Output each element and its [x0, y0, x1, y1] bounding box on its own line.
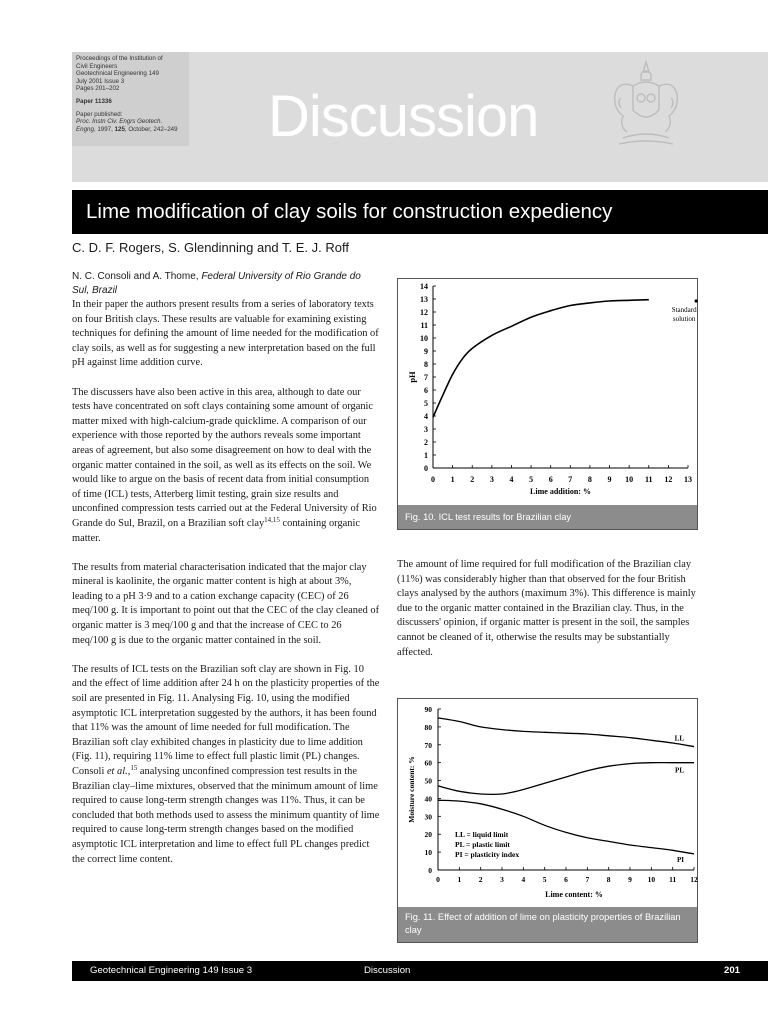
published-label: Paper published: — [76, 110, 123, 118]
discussers — [72, 270, 380, 298]
x-tick-label: 6 — [548, 475, 553, 484]
y-axis-label: Moisture content: % — [407, 756, 416, 823]
x-tick-label: 9 — [628, 875, 632, 884]
y-tick-label: 40 — [424, 794, 432, 804]
x-tick-label: 8 — [606, 875, 611, 884]
y-axis-label: pH — [407, 371, 417, 383]
x-tick-label: 8 — [587, 475, 592, 484]
y-tick-label: 70 — [424, 740, 432, 750]
x-tick-label: 2 — [470, 475, 475, 484]
x-tick-label: 7 — [568, 475, 573, 484]
x-tick-label: 12 — [690, 875, 698, 884]
x-tick-label: 10 — [625, 475, 634, 484]
y-tick-label: 5 — [424, 399, 428, 408]
right-column-paragraph: The amount of lime required for full modification of the Brazilian clay (11%) was considerably higher than that observed for the four British clays analysed by the authors (maximum 3%). This difference is mainly due to the organic matter contained in the Brazilian clay. Thus, in the discussers' opinion, if organic matter is present in the soil, the samples cannot be cleaned of it, otherwise the results may be substantially affected. — [397, 559, 696, 658]
x-axis-label: Lime content: % — [545, 890, 603, 899]
y-tick-label: 20 — [424, 830, 432, 840]
x-tick-label: 0 — [431, 475, 435, 484]
proceedings-line: Pages 201–202 — [76, 85, 120, 93]
y-tick-label: 8 — [424, 360, 428, 369]
x-tick-label: 5 — [542, 875, 547, 884]
published-ref-1: Proc. Instn Civ. Engrs Geotech. — [76, 118, 163, 126]
article-authors: C. D. F. Rogers, S. Glendinning and T. E. J. Roff — [72, 240, 349, 255]
y-tick-label: 13 — [420, 295, 428, 304]
x-tick-label: 5 — [529, 475, 534, 484]
y-tick-label: 80 — [424, 722, 432, 732]
y-tick-label: 2 — [424, 438, 428, 447]
proceedings-line: Proceedings of the Institution of — [76, 55, 163, 62]
x-tick-label: 6 — [564, 875, 568, 884]
proceedings-line: Geotechnical Engineering 149 — [76, 70, 159, 78]
ph-chart — [398, 279, 699, 507]
x-tick-label: 3 — [500, 875, 504, 884]
y-tick-label: 10 — [424, 848, 432, 858]
x-tick-label: 1 — [450, 475, 455, 484]
x-tick-label: 7 — [585, 875, 590, 884]
y-tick-label: 12 — [420, 308, 428, 317]
x-tick-label: 10 — [647, 875, 656, 884]
page-number: 201 — [723, 965, 740, 976]
x-tick-label: 3 — [489, 475, 494, 484]
footer-section: Discussion — [364, 965, 411, 976]
y-tick-label: 14 — [420, 282, 428, 291]
plasticity-chart — [398, 699, 699, 909]
legend-entry: PI = plasticity index — [455, 850, 520, 860]
y-tick-label: 7 — [424, 373, 428, 382]
page-footer — [72, 961, 768, 981]
left-column — [72, 270, 380, 882]
y-tick-label: 4 — [424, 412, 428, 421]
x-tick-label: 4 — [509, 475, 514, 484]
paragraph-2: The discussers have also been active in this area, although to date our tests have concentrated on soft clays containing some amount of organic matter mixed with high-calcium-grade quicklime. A comparison of our experience with those reported by the authors reveals some important areas of agreement, but also some disagreement on how to deal with the organic matter contained in the soil, as well as its effects on the soil. We would like to argue on the basis of recent data from initial consumption of time (ICL) tests, Atterberg limit testing, grain size results and unconfined compression tests carried out at the Federal University of Rio Grande do Sul, Brazil, on a Brazilian soft clay$^{14,15}$ containing organic matter. — [72, 386, 377, 544]
x-tick-label: 0 — [436, 875, 440, 884]
published-ref-2: Engng, 1997, 125, October, 242–249 — [76, 125, 178, 133]
discusser-names: N. C. Consoli and A. Thome, — [72, 271, 199, 282]
figure-11 — [397, 698, 698, 943]
x-tick-label: 11 — [669, 875, 677, 884]
y-tick-label: 11 — [420, 321, 428, 330]
legend-entry: LL = liquid limit — [455, 830, 509, 840]
legend-entry: PL = plastic limit — [455, 840, 510, 850]
standard-solution-marker — [695, 299, 698, 302]
y-tick-label: 60 — [424, 758, 432, 768]
y-tick-label: 10 — [420, 334, 428, 343]
proceedings-line: Civil Engineers — [76, 62, 118, 70]
x-tick-label: 13 — [684, 475, 692, 484]
article-title: Lime modification of clay soils for construction expediency — [72, 190, 768, 234]
x-tick-label: 4 — [521, 875, 526, 884]
x-tick-label: 2 — [478, 875, 483, 884]
paragraph-4: The results of ICL tests on the Brazilian soft clay are shown in Fig. 10 and the effect of lime addition after 24 h on the plasticity properties of the soil are presented in Fig. 11. Analysing Fig. 10, using the modified asymptotic ICL interpretation suggested by the authors, it has been found that 11% was the amount of lime needed for full modification. The Brazilian soft clay exhibited changes in plasticity due to lime addition (Fig. 11), requiring 11% lime to effect full plastic limit (PL) changes. Consoli et al.,$^{15}$ analysing unconfined compression test results in the Brazilian clay–lime mixtures, observed that the minimum amount of lime required to cause long-term strength changes was 11%. Thus, it can be concluded that both methods used to assess the minimum quantity of lime required to cause long-term strength changes based on the modified asymptotic ICL interpretation and lime to effect full PL changes predict the correct lime content. — [72, 663, 380, 865]
y-tick-label: 90 — [424, 705, 432, 714]
y-tick-label: 0 — [424, 464, 428, 473]
y-tick-label: 30 — [424, 812, 432, 822]
x-tick-label: 11 — [644, 475, 653, 484]
y-tick-label: 3 — [424, 425, 428, 434]
standard-solution-label: Standard — [671, 306, 697, 314]
x-tick-label: 12 — [664, 475, 673, 484]
standard-solution-label: solution — [672, 315, 696, 323]
x-tick-label: 9 — [607, 475, 612, 484]
y-tick-label: 1 — [424, 451, 428, 460]
paper-number: Paper 11336 — [76, 97, 112, 105]
paragraph-3: The results from material characterisation indicated that the major clay mineral is kaolinite, the organic matter content is high at about 3%, leading to a pH 3·9 and to a cation exchange capacity (CEC) of 26 meq/100 g. It is important to point out that the CEC of the clay cleaned of organic matter is 3 meq/100 g and that the increase of CEC to 26 meq/100 g is due to the organic matter contained in the soil. — [72, 561, 380, 646]
x-axis-label: Lime addition: % — [530, 487, 591, 496]
series-ll-label: LL — [674, 734, 684, 743]
footer-journal: Geotechnical Engineering 149 Issue 3 — [90, 965, 253, 976]
figure-10 — [397, 278, 698, 530]
ph-curve — [433, 300, 649, 418]
y-tick-label: 50 — [424, 776, 432, 786]
figure-11-caption: Fig. 11. Effect of addition of lime on plasticity properties of Brazilian clay — [398, 907, 697, 942]
series-pi-label: PI — [677, 855, 684, 864]
y-tick-label: 6 — [424, 386, 428, 395]
series-ll-curve — [438, 718, 694, 747]
discusser-affiliation: Federal University of Rio Grande do Sul, Brazil — [72, 271, 361, 296]
section-title: Discussion — [268, 84, 539, 149]
proceedings-box — [72, 52, 189, 146]
series-pl-curve — [438, 763, 694, 795]
x-tick-label: 1 — [457, 875, 462, 884]
figure-10-caption: Fig. 10. ICL test results for Brazilian clay — [398, 505, 697, 529]
series-pl-label: PL — [675, 766, 684, 775]
proceedings-line: July 2001 Issue 3 — [76, 77, 125, 85]
y-tick-label: 9 — [424, 347, 428, 356]
paragraph-1: In their paper the authors present results from a series of laboratory texts on four British clays. These results are valuable for examining existing techniques for defining the amount of lime needed for the modification of clay soils, as well as for suggesting a new interpretation based on the full pH against lime addition curve. — [72, 299, 379, 369]
institution-crest-icon — [605, 58, 687, 150]
y-tick-label: 0 — [428, 866, 432, 875]
